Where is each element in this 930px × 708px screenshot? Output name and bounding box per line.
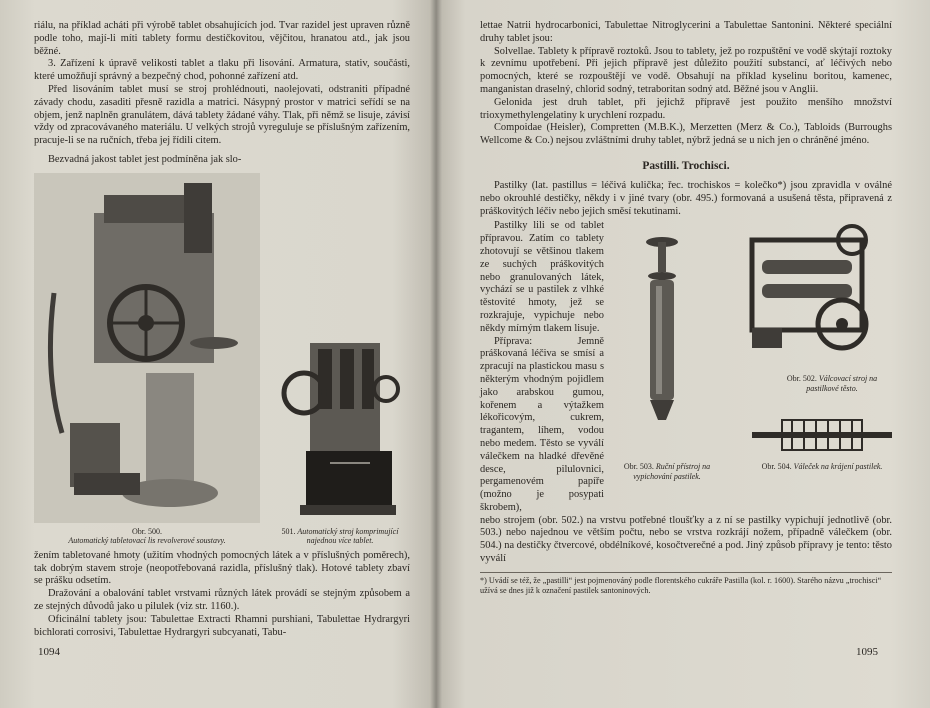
figures-area xyxy=(612,220,892,514)
figure-caption-text: Válcovací stroj na pastilkové těsto. xyxy=(806,374,878,393)
figure-caption xyxy=(270,527,410,546)
figure-caption-text: Automatický tabletovací lis revolverové soustavy. xyxy=(68,536,226,546)
book-gutter xyxy=(430,0,442,708)
pastille-tools-illustration xyxy=(612,220,892,480)
paragraph: lettae Natrii hydrocarbonici, Tabulettae Nitroglycerini a Tabulettae Santonini. Některé speciální druhy tablet jsou: xyxy=(480,20,892,44)
page-number: 1095 xyxy=(856,646,878,658)
left-page xyxy=(0,0,436,708)
paragraph: Oficinální tablety jsou: Tabulettae Extracti Rhamni purshiani, Tabulettae Hydrargyri bichlorati corrosivi, Tabulettae Hydrargyri subcyanati, Tabu- xyxy=(34,613,410,638)
paragraph: 3. Zařízení k úpravě velikosti tablet a tlaku při lisování. Armatura, stativ, součásti, které umožňují správný a bezpečný chod, pohonné zařízení atd. xyxy=(34,58,410,83)
paragraph: Compoidae (Heisler), Compretten (M.B.K.), Merzetten (Merz & Co.), Tabloids (Burroughs Wellcome & Co.) nejsou zvláštními druhy tablet, nýbrž jedná se u nich jen o chráněné jméno. xyxy=(480,122,892,147)
figure-500 xyxy=(34,173,260,546)
footnote: *) Uvádí se též, že „pastilli“ jest pojmenováný podle florentského cukráře Pastilla (kol. r. 1600). Starého názvu „trochisci“ užívá se dnes již k označení pastilek santoninových. xyxy=(480,572,892,596)
figure-number: Obr. 504. xyxy=(761,462,792,472)
figure-number: Obr. 503. xyxy=(623,462,654,472)
paragraph: žením tabletované hmoty (užitím vhodných pomocných látek a v příslušných poměrech), tak dobrým stavem stroje (neopotřebovaná razidla, příslušný tlak). Hotové tablety zbaví se prášku odsetím. xyxy=(34,549,410,587)
figure-caption xyxy=(752,462,892,472)
text-with-figures xyxy=(480,220,892,514)
figure-number: 501. xyxy=(281,526,296,536)
figure-caption xyxy=(68,527,225,546)
paragraph: Pastilky (lat. pastillus = léčivá kulička; řec. trochiskos = kolečko*) jsou zpravidla v oválné nebo okrouhlé destičky, někdy i v jiné tvary (obr. 495.) formovaná a usušená těsta, připravená z práškovitých léčiv nebo jejich směsí tekutinami. xyxy=(480,179,892,217)
paragraph: Solvellae. Tablety k přípravě roztoků. Jsou to tablety, jež po rozpuštění ve vodě skýtají roztoky k zevnímu upotřebení. Při jejich přípravě jest důležito použití substancí, ať léčivých nebo pomocných, které se rozpouštějí ve vodě. Obsahují na příklad kyselinu boritou, kamenec, manganistan draselný, chlorid sodný, tetraboritan sodný atd. Běžné jsou v Anglii. xyxy=(480,45,892,95)
tablet-press-illustration xyxy=(34,173,260,523)
figure-501 xyxy=(270,333,410,546)
figure-number: Obr. 500. xyxy=(131,526,162,536)
paragraph: Pastilky lili se od tablet přípravou. Zatím co tablety zhotovují se většinou tlakem ze suchých práškovitých nebo granulovaných látek, vychází se u pastilek z vlhké těstovité hmoty, jež se rozkrajuje, vypichuje nebo někdy mírným tlakem lisuje. xyxy=(480,220,604,334)
paragraph: Příprava: Jemně práškovaná léčiva se smísí a zpracují na plastickou masu s některým vhodným pojidlem jako arabskou gumou, kořenem a výtažkem lékořicovým, cukrem, tragantem, líhem, vodou nebo medem. Těsto se vyválí válečkem na hladké dřevěné desce, pilulovnici, pergamenovém papíře (možno je posypati škrobem), xyxy=(480,335,604,513)
multi-tablet-press-illustration xyxy=(280,333,400,523)
right-page xyxy=(436,0,930,708)
paragraph: riálu, na příklad acháti při výrobě tablet obsahujících jod. Tvar razidel jest upraven různě podle toho, mají-li míti tablety formu destičkovitou, vějčitou, hranatou atd., jak jsou běžné. xyxy=(34,20,410,57)
figure-caption-text: Váleček na krájení pastilek. xyxy=(793,462,883,472)
section-title: Pastilli. Trochisci. xyxy=(642,159,730,172)
figure-caption xyxy=(612,462,722,481)
page-number: 1094 xyxy=(38,646,60,658)
side-column xyxy=(480,220,604,514)
figure-number: Obr. 502. xyxy=(786,374,817,384)
paragraph: Dražování a obalování tablet vrstvami různých látek provádí se stejným způsobem a ze stejných důvodů jako u pilulek (viz str. 1160.). xyxy=(34,588,410,612)
paragraph: Před lisováním tablet musí se stroj prohlédnouti, naolejovati, odstraniti případné závady chodu, zasaditi přesně razidla a matrici. Násypný prostor v matrici seřídí se na objem, jenž naplněn granulátem, dává tablety žádané váhy. Tlak, při němž se lisuje, závisí vždy od zpracovávaného materiálu. U velkých strojů vyreguluje se příslušným zařízením, pracuje-li se na ručních, třeba jej řídili citem. xyxy=(34,83,410,147)
paragraph: Bezvadná jakost tablet jest podmíněna jak slo- xyxy=(48,153,242,165)
figure-caption-text: Automatický stroj komprimující najednou více tablet. xyxy=(297,526,399,546)
paragraph: nebo strojem (obr. 502.) na vrstvu potřebné tloušťky a z ní se pastilky vypichují jednotlivě (obr. 503.) nebo najednou ve větším počtu, nebo se vrstva rozkrájí nožem, případně válečkem (obr. 504.) na destičky čtvercové, obdélníkové, kosočtverečné a pod. Jiný způsob přípravy je tento: těsto vyválí xyxy=(480,514,892,565)
figure-row xyxy=(34,173,410,546)
figure-caption-text: Ruční přístroj na vypichování pastilek. xyxy=(633,462,711,481)
paragraph: Gelonida jest druh tablet, při jejichž přípravě jest použito menšího množství trioxymethylengelatiny k urychlení rozpadu. xyxy=(480,96,892,121)
figure-caption xyxy=(772,374,892,393)
